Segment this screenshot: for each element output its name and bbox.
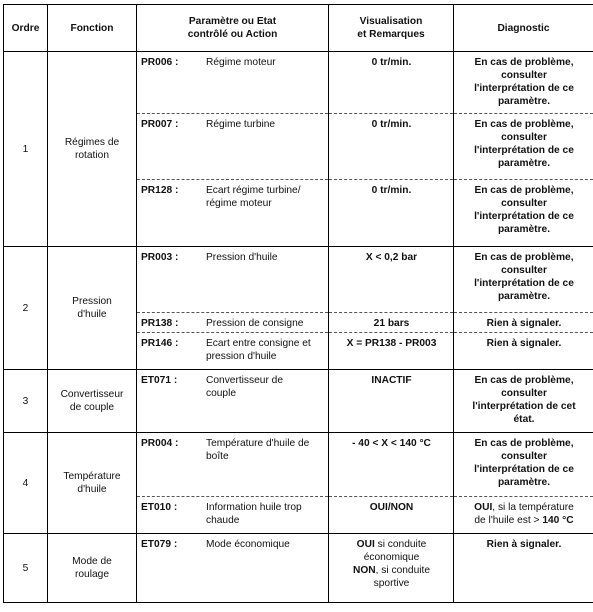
fonction-line: Convertisseur — [60, 389, 124, 400]
parametre-cell — [137, 52, 329, 247]
parametre-description: Régime turbine — [206, 119, 276, 130]
parametre-description — [206, 437, 325, 463]
visualisation-cell — [329, 534, 454, 603]
header-parametre-line-1: Paramètre ou Etat — [188, 16, 277, 27]
description-line: Ecart régime turbine/ — [206, 185, 301, 196]
table-header-row — [4, 5, 593, 52]
visualisation-value: - 40 < X < 140 °C — [329, 433, 453, 497]
diagnostic-text — [454, 433, 593, 497]
table-row — [4, 433, 593, 534]
diagnostic-line: de l'huile est > — [474, 515, 543, 526]
diagnostic-line: l'interprétation de ce — [474, 464, 574, 475]
diagnostic-cell — [454, 534, 593, 603]
diagnostic-text — [454, 114, 593, 180]
table-row — [4, 370, 593, 433]
description-line: couple — [206, 388, 237, 399]
parametre-item — [137, 333, 328, 369]
ordre-cell: 3 — [4, 370, 48, 433]
parametre-item — [137, 247, 328, 313]
diagnostic-line: consulter — [501, 132, 547, 143]
parametre-cell — [137, 534, 329, 603]
diagnostic-line: l'interprétation de ce — [474, 83, 574, 94]
diagnostic-line: paramètre. — [497, 477, 551, 488]
diagnostic-table — [3, 4, 593, 603]
parametre-code: ET079 : — [141, 539, 178, 550]
parametre-code: ET071 : — [141, 375, 178, 386]
diagnostic-line: consulter — [501, 388, 547, 399]
diagnostic-text: Rien à signaler. — [454, 313, 593, 333]
fonction-line: Température — [63, 471, 121, 482]
fonction-line: roulage — [75, 569, 109, 580]
header-diagnostic: Diagnostic — [454, 5, 593, 52]
visualisation-line: si conduite — [374, 539, 427, 550]
header-visualisation-line-2: et Remarques — [357, 29, 425, 40]
diagnostic-emphasis: 140 °C — [542, 515, 574, 526]
fonction-cell — [48, 52, 137, 247]
parametre-code: PR138 : — [141, 318, 179, 329]
header-fonction: Fonction — [48, 5, 137, 52]
visualisation-value: 0 tr/min. — [329, 114, 453, 180]
diagnostic-line: En cas de problème, — [474, 57, 574, 68]
diagnostic-text: Rien à signaler. — [486, 338, 562, 349]
diagnostic-line: consulter — [501, 70, 547, 81]
parametre-cell — [137, 370, 329, 433]
visualisation-value: 21 bars — [329, 313, 453, 333]
diagnostic-line: paramètre. — [497, 224, 551, 235]
parametre-item — [137, 52, 328, 114]
description-line: Information huile trop — [206, 502, 302, 513]
visualisation-value: INACTIF — [371, 375, 412, 386]
parametre-description: Pression d'huile — [206, 252, 278, 263]
diagnostic-line: consulter — [501, 198, 547, 209]
header-visualisation — [329, 5, 454, 52]
diagnostic-line: l'interprétation de ce — [474, 145, 574, 156]
parametre-item — [137, 114, 328, 180]
diagnostic-line: , si la température — [492, 502, 574, 513]
diagnostic-text — [454, 247, 593, 313]
visualisation-cell — [329, 433, 454, 534]
description-line: Ecart entre consigne et — [206, 338, 311, 349]
fonction-cell — [48, 370, 137, 433]
diagnostic-cell — [454, 370, 593, 433]
fonction-line: de couple — [69, 402, 115, 413]
fonction-cell — [48, 534, 137, 603]
diagnostic-text — [454, 180, 593, 246]
header-visualisation-line-1: Visualisation — [359, 16, 423, 27]
parametre-description — [206, 501, 325, 527]
parametre-code: ET010 : — [141, 502, 178, 513]
ordre-cell: 2 — [4, 247, 48, 370]
fonction-cell — [48, 433, 137, 534]
parametre-code: PR004 : — [141, 438, 179, 449]
description-line: chaude — [206, 515, 240, 526]
diagnostic-line: l'interprétation de cet — [472, 401, 576, 412]
diagnostic-line: En cas de problème, — [474, 119, 574, 130]
description-line: boîte — [206, 451, 229, 462]
header-parametre-line-2: contrôlé ou Action — [187, 29, 278, 40]
parametre-code: PR007 : — [141, 119, 179, 130]
diagnostic-text — [454, 497, 593, 533]
parametre-code: PR146 : — [141, 338, 179, 349]
visualisation-emphasis: OUI — [356, 539, 375, 550]
parametre-code: PR003 : — [141, 252, 179, 263]
parametre-description: Mode économique — [206, 539, 290, 550]
fonction-line: Mode de — [72, 556, 112, 567]
visualisation-value: X < 0,2 bar — [329, 247, 453, 313]
fonction-cell — [48, 247, 137, 370]
table-row — [4, 52, 593, 247]
diagnostic-line: En cas de problème, — [474, 438, 574, 449]
visualisation-value — [329, 534, 453, 602]
visualisation-cell — [329, 370, 454, 433]
description-line: Température d'huile de — [206, 438, 310, 449]
visualisation-value: 0 tr/min. — [371, 185, 412, 196]
parametre-item — [137, 433, 328, 497]
visualisation-line: économique — [363, 552, 420, 563]
parametre-code: PR128 : — [141, 185, 179, 196]
visualisation-cell — [329, 52, 454, 247]
parametre-code: PR006 : — [141, 57, 179, 68]
visualisation-line: , si conduite — [375, 565, 430, 576]
visualisation-value: OUI/NON — [369, 502, 414, 513]
diagnostic-line: consulter — [501, 265, 547, 276]
fonction-line: d'huile — [77, 309, 107, 320]
diagnostic-line: l'interprétation de ce — [474, 211, 574, 222]
description-line: régime moteur — [206, 198, 272, 209]
visualisation-emphasis: NON — [352, 565, 376, 576]
parametre-item — [137, 180, 328, 246]
diagnostic-cell — [454, 52, 593, 247]
visualisation-value: 0 tr/min. — [329, 52, 453, 114]
fonction-line: Régimes de — [64, 137, 120, 148]
table-row — [4, 534, 593, 603]
diagnostic-line: état. — [513, 414, 535, 425]
ordre-cell: 4 — [4, 433, 48, 534]
parametre-cell — [137, 247, 329, 370]
fonction-line: Pression — [72, 296, 112, 307]
parametre-description: Régime moteur — [206, 57, 276, 68]
diagnostic-text: Rien à signaler. — [486, 539, 562, 550]
parametre-item — [137, 370, 328, 432]
visualisation-value: X = PR138 - PR003 — [346, 338, 437, 349]
visualisation-cell — [329, 247, 454, 370]
diagnostic-line: paramètre. — [497, 158, 551, 169]
header-parametre — [137, 5, 329, 52]
parametre-item — [137, 313, 328, 333]
diagnostic-emphasis: OUI — [474, 502, 493, 513]
parametre-description: Pression de consigne — [206, 318, 304, 329]
diagnostic-line: paramètre. — [497, 96, 551, 107]
diagnostic-line: consulter — [501, 451, 547, 462]
diagnostic-text — [454, 52, 593, 114]
parametre-description — [206, 184, 325, 210]
fonction-line: rotation — [75, 150, 109, 161]
parametre-item — [137, 534, 328, 602]
diagnostic-line: paramètre. — [497, 291, 551, 302]
fonction-line: d'huile — [77, 484, 107, 495]
diagnostic-line: En cas de problème, — [474, 375, 574, 386]
diagnostic-cell — [454, 247, 593, 370]
parametre-cell — [137, 433, 329, 534]
diagnostic-line: En cas de problème, — [474, 185, 574, 196]
ordre-cell: 1 — [4, 52, 48, 247]
visualisation-line: sportive — [373, 578, 410, 589]
description-line: pression d'huile — [206, 351, 277, 362]
diagnostic-cell — [454, 433, 593, 534]
parametre-description — [206, 337, 325, 363]
diagnostic-line: En cas de problème, — [474, 252, 574, 263]
table-row — [4, 247, 593, 370]
parametre-description — [206, 374, 325, 400]
ordre-cell: 5 — [4, 534, 48, 603]
description-line: Convertisseur de — [206, 375, 284, 386]
diagnostic-text — [454, 370, 593, 432]
header-ordre: Ordre — [4, 5, 48, 52]
diagnostic-line: l'interprétation de ce — [474, 278, 574, 289]
parametre-item — [137, 497, 328, 533]
